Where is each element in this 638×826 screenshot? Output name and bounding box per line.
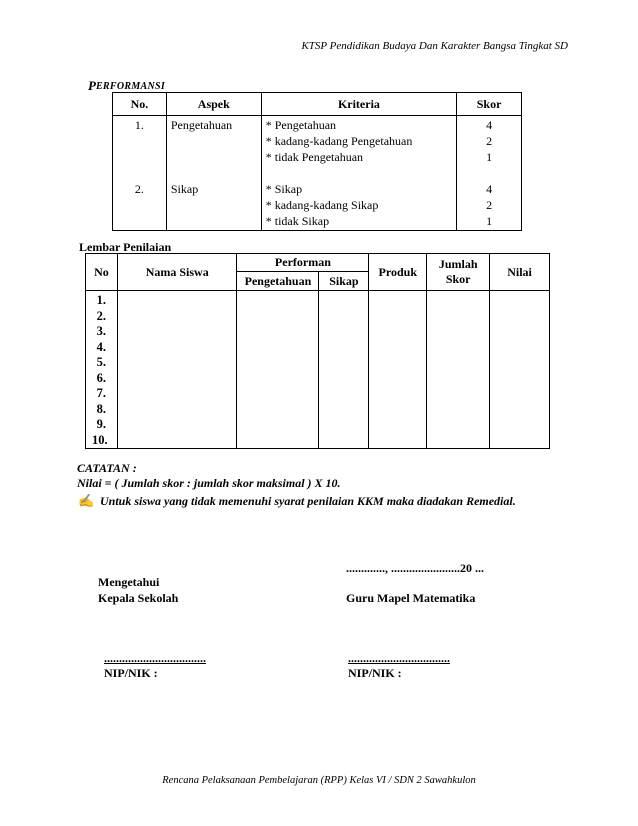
section-title-first: P <box>88 78 96 93</box>
row-no: 1. 2. <box>113 116 167 231</box>
col-header-skor: Skor <box>457 93 522 116</box>
col-header-nilai: Nilai <box>490 254 550 291</box>
cell-nama <box>117 291 237 449</box>
col-header-sikap: Sikap <box>319 272 369 291</box>
table-row <box>113 116 522 231</box>
catatan-block <box>77 461 341 491</box>
catatan-formula: Nilai = ( Jumlah skor : jumlah skor maksimal ) X 10. <box>77 476 341 490</box>
lembar-title: Lembar Penilaian <box>79 240 172 254</box>
remedial-text: Untuk siswa yang tidak memenuhi syarat penilaian KKM maka diadakan Remedial. <box>100 493 516 508</box>
cell-jumlah <box>427 291 490 449</box>
page-header: KTSP Pendidikan Budaya Dan Karakter Bangsa Tingkat SD <box>301 40 568 52</box>
left-signature-line: .................................. <box>104 651 206 665</box>
row-kriteria: * Pengetahuan * kadang-kadang Pengetahuan * tidak Pengetahuan * Sikap * kadang-kadang Sikap * tidak Sikap <box>261 116 456 231</box>
cell-sikap <box>319 291 369 449</box>
catatan-title: CATATAN : <box>77 461 137 475</box>
left-label-kepala-sekolah: Kepala Sekolah <box>98 591 179 605</box>
pencil-icon: ✍ <box>78 493 95 508</box>
col-header-produk: Produk <box>369 254 427 291</box>
left-label-mengetahui: Mengetahui <box>98 575 160 589</box>
cell-pengetahuan <box>237 291 319 449</box>
cell-produk <box>369 291 427 449</box>
cell-nilai <box>490 291 550 449</box>
date-line: ............., .......................20 ... <box>346 561 484 575</box>
col-header-pengetahuan: Pengetahuan <box>237 272 319 291</box>
grade-table <box>85 253 550 449</box>
page-footer: Rencana Pelaksanaan Pembelajaran (RPP) Kelas VI / SDN 2 Sawahkulon <box>162 775 476 786</box>
section-title-rest: ERFORMANSI <box>95 80 166 92</box>
col-header-kriteria: Kriteria <box>261 93 456 116</box>
left-nip: NIP/NIK : <box>104 666 158 680</box>
right-label-guru: Guru Mapel Matematika <box>346 591 476 605</box>
right-signature-line: .................................. <box>348 651 450 665</box>
bullet-icon <box>62 79 88 94</box>
row-aspek: Pengetahuan Sikap <box>166 116 261 231</box>
right-nip: NIP/NIK : <box>348 666 402 680</box>
col-header-nama: Nama Siswa <box>117 254 237 291</box>
performance-table <box>112 92 522 231</box>
col-header-no: No. <box>113 93 167 116</box>
col-header-performan: Performan <box>237 254 369 272</box>
col-header-aspek: Aspek <box>166 93 261 116</box>
performance-table-header <box>113 93 522 116</box>
row-skor: 4 2 1 4 2 1 <box>457 116 522 231</box>
col-header-no: No <box>86 254 118 291</box>
col-header-jumlah: Jumlah Skor <box>427 254 490 291</box>
table-row <box>86 291 550 449</box>
remedial-note <box>78 493 516 509</box>
row-numbers: 1. 2. 3. 4. 5. 6. 7. 8. 9. 10. <box>86 291 118 449</box>
